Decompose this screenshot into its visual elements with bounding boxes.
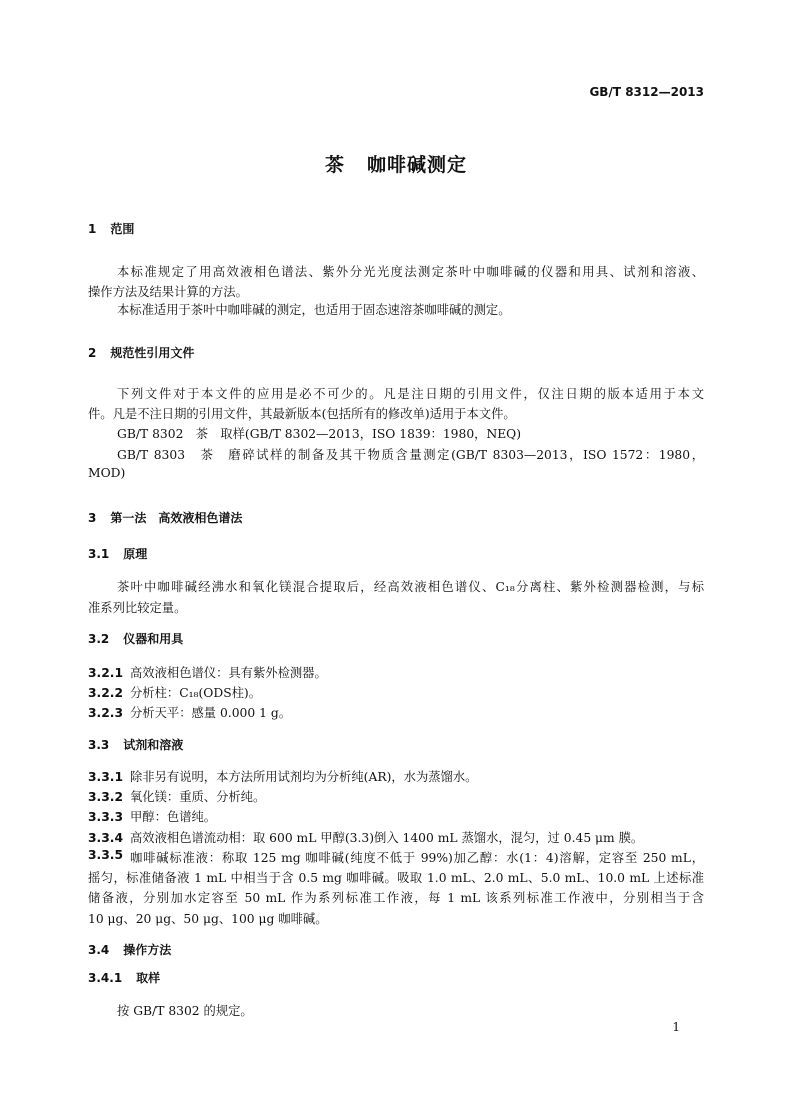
- clause-number: 3.2.3: [88, 706, 124, 720]
- list-item: [88, 787, 265, 805]
- section-title: 规范性引用文件: [110, 346, 195, 360]
- normative-reference: GB/T 8302 茶 取样(GB/T 8302—2013，ISO 1839：1980，NEQ): [117, 427, 522, 441]
- list-item: [88, 848, 704, 866]
- section-title: 仪器和用具: [123, 632, 184, 646]
- paragraph-line: 件。凡是不注日期的引用文件，其最新版本(包括所有的修改单)适用于本文件。: [88, 407, 516, 421]
- clause-number: 3.2.2: [88, 686, 124, 700]
- clause-text: 甲醇：色谱纯。: [130, 810, 217, 824]
- paragraph-line: 本标准规定了用高效液相色谱法、紫外分光光度法测定茶叶中咖啡碱的仪器和用具、试剂和溶液、: [117, 265, 704, 279]
- clause-number: 3.3.4: [88, 831, 124, 845]
- clause-text: 高效液相色谱仪：具有紫外检测器。: [130, 666, 327, 680]
- clause-number: 3.3.1: [88, 770, 124, 784]
- subsection-3-2-heading: [88, 630, 183, 647]
- section-title: 第一法 高效液相色谱法: [110, 511, 243, 525]
- paragraph-line: 10 μg、20 μg、50 μg、100 μg 咖啡碱。: [88, 912, 328, 926]
- clause-text: 高效液相色谱流动相：取 600 mL 甲醇(3.3)倒入 1400 mL 蒸馏水，混匀，过 0.45 μm 膜。: [130, 831, 644, 845]
- subsection-3-1-heading: [88, 545, 147, 562]
- section-number: 1: [88, 222, 97, 236]
- paragraph-line: 操作方法及结果计算的方法。: [88, 285, 248, 299]
- clause-text: 除非另有说明，本方法所用试剂均为分析纯(AR)，水为蒸馏水。: [130, 770, 478, 784]
- list-item: [88, 683, 261, 701]
- section-title: 试剂和溶液: [123, 738, 184, 752]
- clause-text: 氧化镁：重质、分析纯。: [130, 790, 266, 804]
- document-title: [0, 150, 792, 177]
- clause-number: 3.3.5: [88, 848, 124, 862]
- list-item: [88, 828, 643, 846]
- section-number: 3.4.1: [88, 971, 123, 985]
- list-item: [88, 807, 216, 825]
- subsection-3-3-heading: [88, 736, 183, 753]
- paragraph: 按 GB/T 8302 的规定。: [117, 1004, 253, 1018]
- page-number: 1: [672, 1020, 680, 1034]
- section-number: 3.2: [88, 632, 110, 646]
- section-number: 3.3: [88, 738, 110, 752]
- clause-number: 3.2.1: [88, 666, 124, 680]
- list-item: [88, 663, 327, 681]
- clause-number: 3.3.3: [88, 810, 124, 824]
- title-part-1: 茶: [324, 154, 345, 176]
- paragraph: 本标准适用于茶叶中咖啡碱的测定，也适用于固态速溶茶咖啡碱的测定。: [117, 303, 511, 317]
- section-1-heading: [88, 220, 134, 237]
- section-title: 操作方法: [123, 943, 172, 957]
- section-title: 原理: [123, 547, 148, 561]
- normative-reference: GB/T 8303 茶 磨碎试样的制备及其干物质含量测定(GB/T 8303—2013，ISO 1572：1980，: [117, 448, 704, 462]
- paragraph-line: 茶叶中咖啡碱经沸水和氧化镁混合提取后，经高效液相色谱仪、C₁₈分离柱、紫外检测器检测，与标: [117, 580, 704, 594]
- section-title: 范围: [110, 222, 135, 236]
- paragraph-line: 准系列比较定量。: [88, 601, 187, 615]
- section-number: 2: [88, 346, 97, 360]
- section-2-heading: [88, 344, 194, 361]
- section-number: 3.4: [88, 943, 110, 957]
- clause-text: 咖啡碱标准液：称取 125 mg 咖啡碱(纯度不低于 99%)加乙醇：水(1：4)溶解，定容至 250 mL，: [130, 851, 704, 865]
- section-title: 取样: [136, 971, 161, 985]
- section-3-heading: [88, 509, 242, 526]
- standard-number: GB/T 8312—2013: [589, 85, 704, 99]
- paragraph-line: 摇匀，标准储备液 1 mL 中相当于含 0.5 mg 咖啡碱。吸取 1.0 mL、2.0 mL、5.0 mL、10.0 mL 上述标准: [88, 871, 704, 885]
- list-item: [88, 703, 291, 721]
- paragraph-line: 下列文件对于本文件的应用是必不可少的。凡是注日期的引用文件，仅注日期的版本适用于本文: [117, 387, 704, 401]
- section-number: 3: [88, 511, 97, 525]
- subsection-3-4-heading: [88, 941, 171, 958]
- paragraph-line: 储备液，分别加水定容至 50 mL 作为系列标准工作液，每 1 mL 该系列标准工作液中，分别相当于含: [88, 891, 704, 905]
- paragraph-line: MOD): [88, 466, 126, 480]
- list-item: [88, 767, 477, 785]
- clause-number: 3.3.2: [88, 790, 124, 804]
- section-number: 3.1: [88, 547, 110, 561]
- clause-text: 分析天平：感量 0.000 1 g。: [130, 706, 292, 720]
- title-part-2: 咖啡碱测定: [367, 154, 468, 176]
- subsection-3-4-1-heading: [88, 969, 160, 986]
- clause-text: 分析柱：C₁₈(ODS柱)。: [130, 686, 262, 700]
